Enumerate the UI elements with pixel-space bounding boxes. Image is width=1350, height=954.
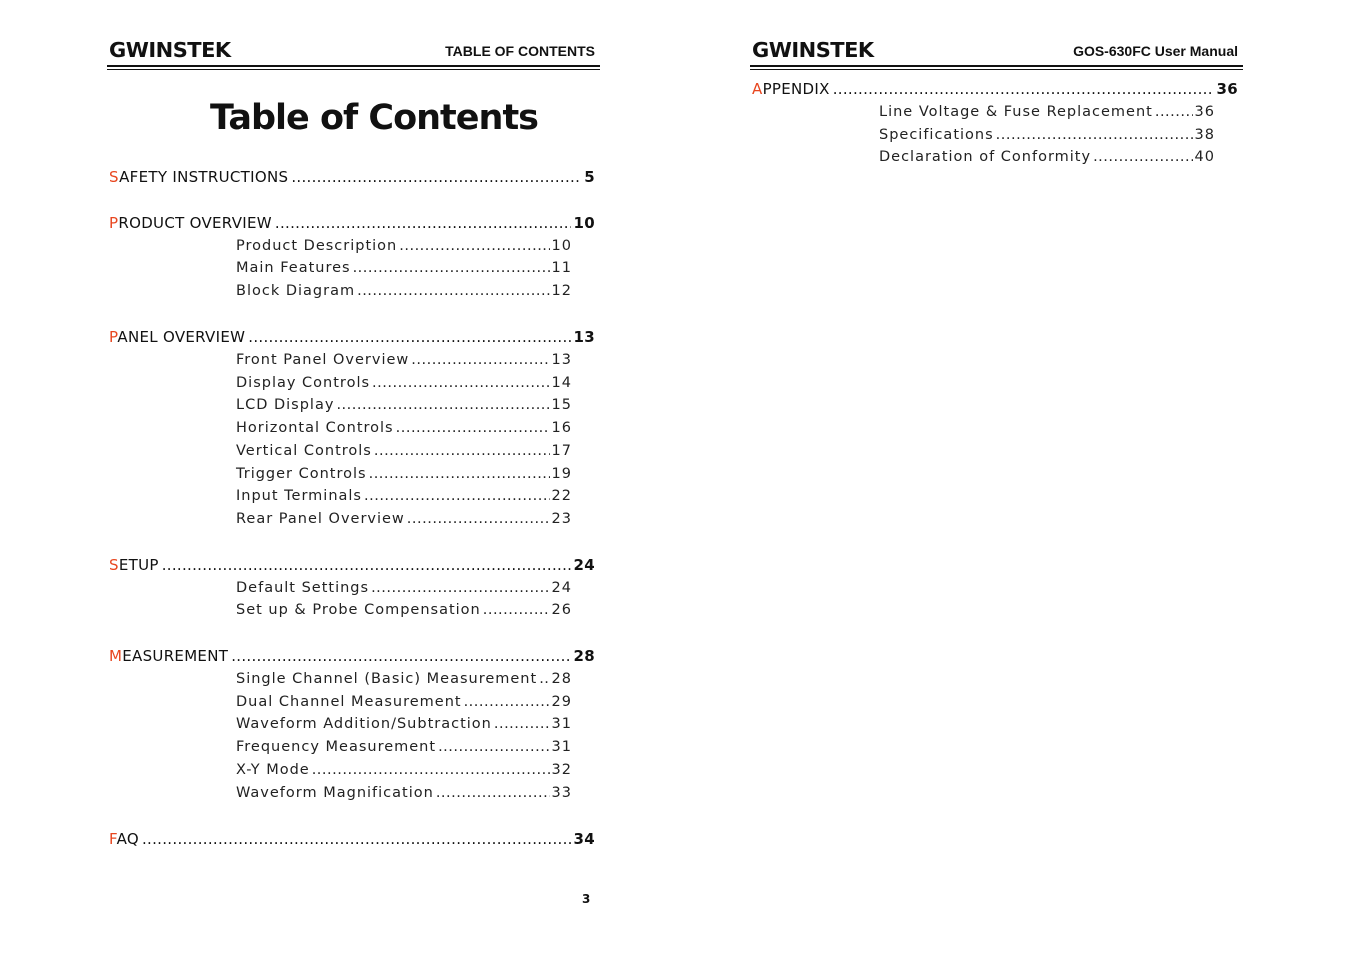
left-header — [107, 36, 600, 70]
toc-item-single-channel-measurement[interactable]: Single Channel (Basic) Measurement ..... 28 — [236, 671, 572, 691]
toc-item-xy-mode[interactable]: X-Y Mode ..... 32 — [236, 762, 572, 782]
toc-item-main-features[interactable]: Main Features ..... 11 — [236, 260, 572, 280]
toc-item-specifications[interactable]: Specifications ..... 38 — [879, 127, 1215, 147]
header-title: GOS-630FC User Manual — [1073, 43, 1238, 59]
chapter-page-number: 10 — [573, 214, 595, 232]
chapter-page-number: 28 — [573, 647, 595, 665]
toc-item-lcd-display[interactable]: LCD Display ..... 15 — [236, 397, 572, 417]
toc-item-dual-channel-measurement[interactable]: Dual Channel Measurement ..... 29 — [236, 694, 572, 714]
toc-item-display-controls[interactable]: Display Controls ..... 14 — [236, 375, 572, 395]
chapter-page-number: 34 — [573, 830, 595, 848]
toc-item-front-panel-overview[interactable]: Front Panel Overview ..... 13 — [236, 352, 572, 372]
dot-leader — [291, 168, 581, 186]
chapter-label: SETUP — [109, 556, 159, 574]
toc-chapter-appendix[interactable] — [752, 80, 1238, 100]
dot-leader — [142, 830, 571, 848]
chapter-label: MEASUREMENT — [109, 647, 229, 665]
toc-item-declaration-of-conformity[interactable]: Declaration of Conformity ..... 40 — [879, 149, 1215, 169]
header-rule-thin — [107, 69, 600, 70]
chapter-label: FAQ — [109, 830, 139, 848]
toc-item-input-terminals[interactable]: Input Terminals ..... 22 — [236, 488, 572, 508]
gwinstek-logo: GWINSTEK — [752, 38, 874, 62]
chapter-label: SAFETY INSTRUCTIONS — [109, 168, 289, 186]
header-rule — [750, 65, 1243, 67]
chapter-page-number: 36 — [1216, 80, 1238, 98]
page-title: Table of Contents — [210, 98, 539, 138]
chapter-page-number: 5 — [584, 168, 595, 186]
chapter-page-number: 13 — [573, 328, 595, 346]
toc-chapter-faq[interactable] — [109, 830, 595, 850]
chapter-label: PANEL OVERVIEW — [109, 328, 246, 346]
header-rule-thin — [750, 69, 1243, 70]
toc-item-trigger-controls[interactable]: Trigger Controls ..... 19 — [236, 466, 572, 486]
right-header — [750, 36, 1243, 70]
dot-leader — [162, 556, 571, 574]
dot-leader — [275, 214, 571, 232]
toc-chapter-product-overview[interactable] — [109, 214, 595, 234]
toc-item-horizontal-controls[interactable]: Horizontal Controls ..... 16 — [236, 420, 572, 440]
toc-chapter-panel-overview[interactable] — [109, 328, 595, 348]
toc-item-waveform-addition-subtraction[interactable]: Waveform Addition/Subtraction ..... 31 — [236, 716, 572, 736]
right-page — [675, 0, 1350, 954]
toc-chapter-measurement[interactable] — [109, 647, 595, 667]
toc-item-probe-compensation[interactable]: Set up & Probe Compensation ..... 26 — [236, 602, 572, 622]
toc-item-frequency-measurement[interactable]: Frequency Measurement ..... 31 — [236, 739, 572, 759]
header-rule — [107, 65, 600, 67]
gwinstek-logo: GWINSTEK — [109, 38, 231, 62]
toc-item-product-description[interactable]: Product Description ..... 10 — [236, 238, 572, 258]
toc-chapter-safety-instructions[interactable] — [109, 168, 595, 188]
chapter-label: APPENDIX — [752, 80, 830, 98]
toc-item-line-voltage-fuse[interactable]: Line Voltage & Fuse Replacement ..... 36 — [879, 104, 1215, 124]
toc-item-vertical-controls[interactable]: Vertical Controls ..... 17 — [236, 443, 572, 463]
page-number: 3 — [582, 892, 591, 906]
toc-item-rear-panel-overview[interactable]: Rear Panel Overview ..... 23 — [236, 511, 572, 531]
header-title: TABLE OF CONTENTS — [445, 43, 595, 59]
chapter-page-number: 24 — [573, 556, 595, 574]
dot-leader — [248, 328, 570, 346]
toc-chapter-setup[interactable] — [109, 556, 595, 576]
dot-leader — [231, 647, 570, 665]
dot-leader — [833, 80, 1214, 98]
toc-item-waveform-magnification[interactable]: Waveform Magnification ..... 33 — [236, 785, 572, 805]
toc-item-block-diagram[interactable]: Block Diagram ..... 12 — [236, 283, 572, 303]
chapter-label: PRODUCT OVERVIEW — [109, 214, 272, 232]
toc-item-default-settings[interactable]: Default Settings ..... 24 — [236, 580, 572, 600]
